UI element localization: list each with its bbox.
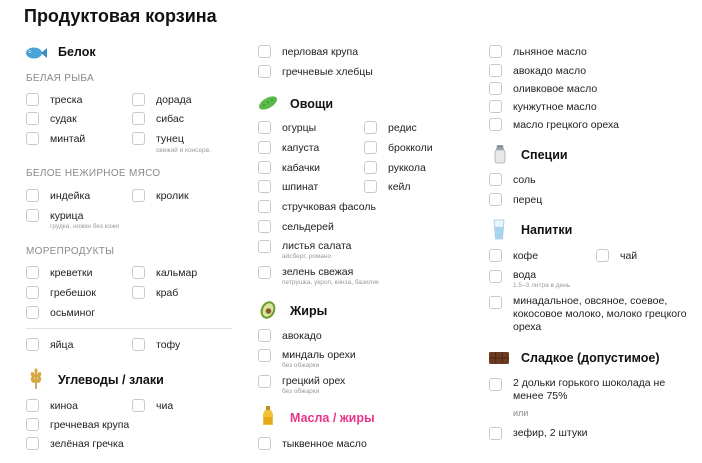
- item-green-buckwheat: зелёная гречка: [50, 438, 124, 450]
- item-olive-oil: оливковое масло: [513, 83, 598, 95]
- fats-header: Жиры: [290, 304, 328, 318]
- spices-header: Специи: [521, 148, 568, 162]
- checkbox-pepper[interactable]: [489, 193, 502, 206]
- checkbox-rabbit[interactable]: [132, 189, 145, 202]
- item-shrimp: креветки: [50, 267, 93, 279]
- glass-of-water-icon: [487, 218, 511, 240]
- item-kale: кейл: [388, 181, 411, 193]
- protein-header: Белок: [58, 45, 96, 59]
- checkbox-lettuce[interactable]: [258, 240, 271, 253]
- checkbox-tuna[interactable]: [132, 132, 145, 145]
- checkbox-coffee[interactable]: [489, 249, 502, 262]
- checkbox-fresh-greens[interactable]: [258, 266, 271, 279]
- checkbox-pearl-barley[interactable]: [258, 45, 271, 58]
- item-celery: сельдерей: [282, 221, 334, 233]
- checkbox-seabass[interactable]: [132, 112, 145, 125]
- item-green-beans: стручковая фасоль: [282, 201, 377, 213]
- checkbox-broccoli[interactable]: [364, 141, 377, 154]
- checkbox-salt[interactable]: [489, 173, 502, 186]
- item-zucchini: кабачки: [282, 162, 320, 174]
- checkbox-kale[interactable]: [364, 180, 377, 193]
- checkbox-shrimp[interactable]: [26, 266, 39, 279]
- cucumber-icon: [256, 92, 280, 114]
- checkbox-green-beans[interactable]: [258, 200, 271, 213]
- checkbox-flaxseed-oil[interactable]: [489, 45, 502, 58]
- salt-shaker-icon: [487, 142, 511, 164]
- item-crab: краб: [156, 287, 179, 299]
- item-walnut: грецкий орех: [282, 375, 346, 387]
- item-water: вода: [513, 269, 537, 281]
- checkbox-octopus[interactable]: [26, 306, 39, 319]
- item-flaxseed-oil: льняное масло: [513, 46, 587, 58]
- sweets-header: Сладкое (допустимое): [521, 351, 660, 365]
- checkbox-spinach[interactable]: [258, 180, 271, 193]
- item-pearl-barley: перловая крупа: [282, 46, 359, 58]
- or-separator: или: [513, 408, 529, 418]
- avocado-icon: [256, 298, 280, 320]
- checkbox-buckwheat[interactable]: [26, 418, 39, 431]
- carbs-header: Углеводы / злаки: [58, 373, 164, 387]
- checkbox-scallop[interactable]: [26, 286, 39, 299]
- vegetables-header: Овощи: [290, 97, 334, 111]
- oils-header: Масла / жиры: [290, 411, 375, 425]
- checkbox-tofu[interactable]: [132, 338, 145, 351]
- page-title: Продуктовая корзина: [24, 6, 217, 26]
- checkbox-radish[interactable]: [364, 121, 377, 134]
- checkbox-marshmallow[interactable]: [489, 427, 502, 440]
- checkbox-crab[interactable]: [132, 286, 145, 299]
- item-fresh-greens: зелень свежая: [282, 266, 354, 278]
- item-octopus: осьминог: [50, 307, 96, 319]
- item-buckwheat-crispbread: гречневые хлебцы: [282, 66, 373, 78]
- item-plant-milk: минадальное, овсяное, соевое, кокосовое молоко, молоко грецкого ореха: [513, 295, 687, 333]
- checkbox-pikeperch[interactable]: [26, 112, 39, 125]
- item-rabbit: кролик: [156, 190, 189, 202]
- item-chicken: курица: [50, 210, 84, 222]
- item-radish: редис: [388, 122, 417, 134]
- item-walnut-oil: масло грецкого ореха: [513, 119, 619, 131]
- lettuce-note: айсберг, романо: [282, 253, 332, 260]
- item-quinoa: киноа: [50, 400, 78, 412]
- item-pikeperch: судак: [50, 113, 77, 125]
- checkbox-quinoa[interactable]: [26, 399, 39, 412]
- item-coffee: кофе: [513, 250, 539, 262]
- item-pollock: минтай: [50, 133, 86, 145]
- drinks-header: Напитки: [521, 223, 573, 237]
- item-broccoli: брокколи: [388, 142, 433, 154]
- item-seabass: сибас: [156, 113, 184, 125]
- item-almonds: миндаль орехи: [282, 349, 356, 361]
- almond-note: без обжарки: [282, 362, 320, 369]
- checkbox-cabbage[interactable]: [258, 141, 271, 154]
- chicken-note: грудка, ножки без кожи: [50, 223, 120, 230]
- checkbox-dark-chocolate[interactable]: [489, 378, 502, 391]
- divider: [26, 328, 232, 329]
- item-tea: чай: [620, 250, 638, 262]
- item-buckwheat: гречневая крупа: [50, 419, 130, 431]
- checkbox-dorado[interactable]: [132, 93, 145, 106]
- item-dark-chocolate: 2 дольки горького шоколада не менее 75%: [513, 377, 666, 402]
- greens-note: петрушка, укроп, кинза, базилик: [282, 279, 379, 286]
- item-tofu: тофу: [156, 339, 181, 351]
- checkbox-cod[interactable]: [26, 93, 39, 106]
- item-cucumbers: огурцы: [282, 122, 317, 134]
- checkbox-arugula[interactable]: [364, 161, 377, 174]
- fish-icon: [24, 42, 48, 64]
- checkbox-avocado-oil[interactable]: [489, 64, 502, 77]
- wheat-icon: [24, 368, 48, 390]
- item-avocado: авокадо: [282, 330, 322, 342]
- checkbox-chicken[interactable]: [26, 209, 39, 222]
- item-arugula: руккола: [388, 162, 426, 174]
- checkbox-pollock[interactable]: [26, 132, 39, 145]
- checkbox-chia[interactable]: [132, 399, 145, 412]
- item-cod: треска: [50, 94, 83, 106]
- walnut-note: без обжарки: [282, 388, 320, 395]
- checkbox-sesame-oil[interactable]: [489, 100, 502, 113]
- item-eggs: яйца: [50, 339, 74, 351]
- item-turkey: индейка: [50, 190, 91, 202]
- checkbox-pumpkin-oil[interactable]: [258, 437, 271, 450]
- seafood-subheader: МОРЕПРОДУКТЫ: [26, 246, 115, 257]
- checkbox-plant-milk[interactable]: [489, 296, 502, 309]
- checkbox-zucchini[interactable]: [258, 161, 271, 174]
- item-avocado-oil: авокадо масло: [513, 65, 587, 77]
- checkbox-tea[interactable]: [596, 249, 609, 262]
- item-salt: соль: [513, 174, 536, 186]
- checkbox-cucumbers[interactable]: [258, 121, 271, 134]
- checkbox-buckwheat-crispbread[interactable]: [258, 65, 271, 78]
- checkbox-walnut[interactable]: [258, 375, 271, 388]
- item-spinach: шпинат: [282, 181, 319, 193]
- item-pepper: перец: [513, 194, 543, 206]
- item-pumpkin-oil: тыквенное масло: [282, 438, 367, 450]
- checkbox-eggs[interactable]: [26, 338, 39, 351]
- checkbox-walnut-oil[interactable]: [489, 118, 502, 131]
- water-note: 1.5–3 литра в день: [513, 282, 571, 289]
- checkbox-squid[interactable]: [132, 266, 145, 279]
- white-meat-subheader: БЕЛОЕ НЕЖИРНОЕ МЯСО: [26, 168, 161, 179]
- checkbox-olive-oil[interactable]: [489, 82, 502, 95]
- chocolate-icon: [487, 346, 511, 368]
- item-marshmallow: зефир, 2 штуки: [513, 427, 588, 439]
- white-fish-subheader: БЕЛАЯ РЫБА: [26, 73, 94, 84]
- checkbox-celery[interactable]: [258, 220, 271, 233]
- checkbox-water[interactable]: [489, 270, 502, 283]
- item-dorado: дорада: [156, 94, 192, 106]
- item-sesame-oil: кунжутное масло: [513, 101, 597, 113]
- item-lettuce: листья салата: [282, 240, 352, 252]
- tuna-note: свежий и консерв.: [156, 147, 211, 154]
- item-squid: кальмар: [156, 267, 198, 279]
- item-chia: чиа: [156, 400, 174, 412]
- item-cabbage: капуста: [282, 142, 320, 154]
- checkbox-avocado[interactable]: [258, 329, 271, 342]
- checkbox-green-buckwheat[interactable]: [26, 437, 39, 450]
- oil-bottle-icon: [256, 405, 280, 427]
- item-tuna: тунец: [156, 133, 184, 145]
- checkbox-turkey[interactable]: [26, 189, 39, 202]
- checkbox-almonds[interactable]: [258, 349, 271, 362]
- item-scallop: гребешок: [50, 287, 96, 299]
